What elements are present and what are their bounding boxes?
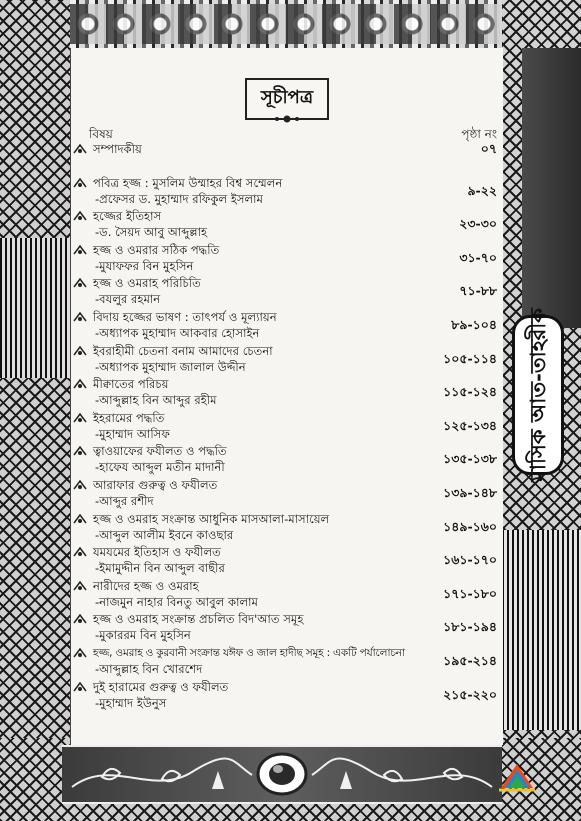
- toc-entry-title: সম্পাদকীয়: [93, 142, 142, 156]
- toc-entry-pages: ১১৫-১২৪: [443, 384, 497, 400]
- toc-entry: [71, 141, 503, 175]
- toc-entry-pages: ১৩৫-১৩৮: [443, 451, 497, 467]
- page-column-header: পৃষ্ঠা নং: [461, 127, 497, 141]
- bullet-ornament-icon: [73, 143, 87, 155]
- toc-entry-title: পবিত্র হজ্জ : মুসলিম উম্মাহর বিশ্ব সম্মেলন: [93, 175, 283, 190]
- bullet-ornament-icon: [73, 378, 87, 390]
- toc-entry-title: হজ্জ ও ওমরাহ সংক্রান্ত আধুনিক মাসআলা-মাসায়েল: [93, 511, 330, 526]
- toc-entry-author: -মুহাম্মাদ ইউনুস: [95, 695, 167, 710]
- toc-entry-title: বিদায় হজ্জের ভাষণ : তাৎপর্য ও মূল্যায়ন: [93, 309, 277, 324]
- toc-entry-author: -ইমামুদ্দীন বিন আব্দুল বাছীর: [95, 561, 225, 576]
- toc-entry: [71, 175, 503, 209]
- toc-entry-author: -মুহাম্মাদ আসিফ: [95, 426, 170, 441]
- toc-entry-title: দুই হারামের গুরুত্ব ও ফযীলত: [93, 679, 229, 694]
- heading-flourish-icon: [247, 114, 327, 124]
- toc-entry-title: হজ্জ ও ওমরাহ পরিচিতি: [93, 276, 201, 291]
- toc-entry-author: -আব্দুল্লাহ বিন আব্দুর রহীম: [95, 393, 217, 408]
- bullet-ornament-icon: [73, 613, 87, 625]
- toc-entry-title: হজ্জের ইতিহাস: [93, 209, 162, 224]
- toc-entry-author: -হাফেয আব্দুল মতীন মাদানী: [95, 460, 225, 475]
- top-ornamental-border: [0, 0, 581, 48]
- bullet-ornament-icon: [73, 546, 87, 558]
- toc-entry-pages: ১৬১-১৭০: [443, 552, 497, 568]
- page-title: সূচীপত্র: [245, 78, 329, 120]
- bullet-ornament-icon: [73, 244, 87, 256]
- bullet-ornament-icon: [73, 311, 87, 323]
- toc-entry-pages: ১৮১-১৯৪: [443, 619, 497, 635]
- toc-entry-author: -অধ্যাপক মুহাম্মাদ আকবার হোসাইন: [95, 325, 260, 340]
- bullet-ornament-icon: [73, 177, 87, 189]
- toc-entry-author: -মুযাফফর বিন মুহসিন: [95, 258, 194, 273]
- toc-entry-pages: ৮৯-১০৪: [451, 316, 497, 332]
- toc-entry-pages: ১২৫-১৩৪: [443, 417, 497, 433]
- toc-entry-author: -বযলুর রহমান: [95, 292, 161, 307]
- bullet-ornament-icon: [73, 479, 87, 491]
- toc-entry-pages: ৭১-৮৮: [459, 283, 497, 299]
- toc-entry-pages: ১০৫-১১৪: [443, 350, 497, 366]
- magazine-side-title: [512, 308, 564, 482]
- toc-entry-title: হজ্জ, ওমরাহ ও কুরবানী সংক্রান্ত যঈফ ও জাল হাদীছ সমূহ : একটি পর্যালোচনা: [93, 646, 405, 659]
- toc-entry-author: -আব্দুর রশীদ: [95, 493, 154, 508]
- table-of-contents-panel: [70, 48, 503, 745]
- toc-entry-author: -মুকাররম বিন মুহসিন: [95, 628, 191, 643]
- toc-entry: [71, 477, 503, 511]
- toc-entry-pages: ৯-২২: [467, 182, 497, 198]
- toc-entry-pages: ২১৫-২২০: [443, 686, 497, 702]
- toc-entry: [71, 208, 503, 242]
- right-stripe-band: [502, 530, 581, 730]
- left-stripe-band: [0, 238, 70, 378]
- toc-list: [71, 141, 503, 712]
- bullet-ornament-icon: [73, 445, 87, 457]
- toc-entry-pages: ১৯৫-২১৪: [443, 652, 497, 668]
- toc-entry-author: -আব্দুল্লাহ বিন খোরশেদ: [95, 661, 203, 676]
- left-ornamental-border: [0, 0, 70, 821]
- floral-vine-icon: [62, 747, 502, 802]
- bullet-ornament-icon: [73, 277, 87, 289]
- subject-column-header: বিষয়: [89, 127, 113, 141]
- toc-entry: [71, 343, 503, 377]
- toc-entry-pages: ১৪৯-১৬০: [443, 518, 497, 534]
- toc-entry-title: ত্বাওয়াফের ফযীলত ও পদ্ধতি: [93, 444, 227, 459]
- toc-entry-title: আরাফার গুরুত্ব ও ফযীলত: [93, 477, 218, 492]
- bullet-ornament-icon: [73, 412, 87, 424]
- toc-entry-title: নারীদের হজ্জ ও ওমরাহ: [93, 578, 199, 593]
- toc-entry: [71, 679, 503, 713]
- right-dark-block: [522, 48, 581, 328]
- toc-entry-title: মীক্বাতের পরিচয়: [93, 377, 169, 392]
- toc-entry: [71, 511, 503, 545]
- toc-entry-author: -প্রফেসর ড. মুহাম্মাদ রফিকুল ইসলাম: [95, 191, 263, 206]
- toc-entry: [71, 645, 503, 679]
- toc-entry: [71, 410, 503, 444]
- bullet-ornament-icon: [73, 513, 87, 525]
- toc-entry-title: ইবরাহীমী চেতনা বনাম আমাদের চেতনা: [93, 343, 273, 358]
- toc-entry: [71, 242, 503, 276]
- toc-entry: [71, 376, 503, 410]
- toc-entry: [71, 578, 503, 612]
- toc-entry-pages: ১৩৯-১৪৮: [443, 484, 497, 500]
- bullet-ornament-icon: [73, 647, 87, 659]
- toc-entry: [71, 275, 503, 309]
- floral-ornament-band: [62, 745, 502, 804]
- toc-entry-title: যমযমের ইতিহাস ও ফযীলত: [93, 545, 221, 560]
- toc-entry-pages: ১৭১-১৮০: [443, 585, 497, 601]
- publisher-logo-icon: [497, 760, 537, 794]
- toc-entry-pages: ২৩-৩০: [459, 216, 497, 232]
- toc-entry-title: হজ্জ ও ওমরাহ সংক্রান্ত প্রচলিত বিদ'আত সমূহ: [93, 612, 304, 627]
- toc-entry: [71, 443, 503, 477]
- toc-entry: [71, 611, 503, 645]
- bullet-ornament-icon: [73, 681, 87, 693]
- toc-entry-author: -আব্দুল আলীম ইবনে কাওছার: [95, 527, 234, 542]
- bullet-ornament-icon: [73, 210, 87, 222]
- toc-entry-author: -ড. সৈয়দ আবু আব্দুল্লাহ: [95, 225, 208, 240]
- top-damask-pattern: [70, 4, 500, 44]
- toc-entry-author: -অধ্যাপক মুহাম্মাদ জালাল উদ্দীন: [95, 359, 246, 374]
- toc-entry-pages: ৩১-৭০: [459, 249, 497, 265]
- toc-entry-title: ইহরামের পদ্ধতি: [93, 410, 165, 425]
- toc-entry-author: -নাজমুন নাহার বিনতু আবুল কালাম: [95, 594, 258, 609]
- toc-entry: [71, 309, 503, 343]
- side-title-text: মাসিক আত-তাহরীক: [524, 308, 550, 482]
- bullet-ornament-icon: [73, 345, 87, 357]
- toc-entry-title: হজ্জ ও ওমরার সঠিক পদ্ধতি: [93, 242, 220, 257]
- bullet-ornament-icon: [73, 580, 87, 592]
- toc-entry-pages: ০৭: [480, 141, 497, 156]
- toc-entry: [71, 544, 503, 578]
